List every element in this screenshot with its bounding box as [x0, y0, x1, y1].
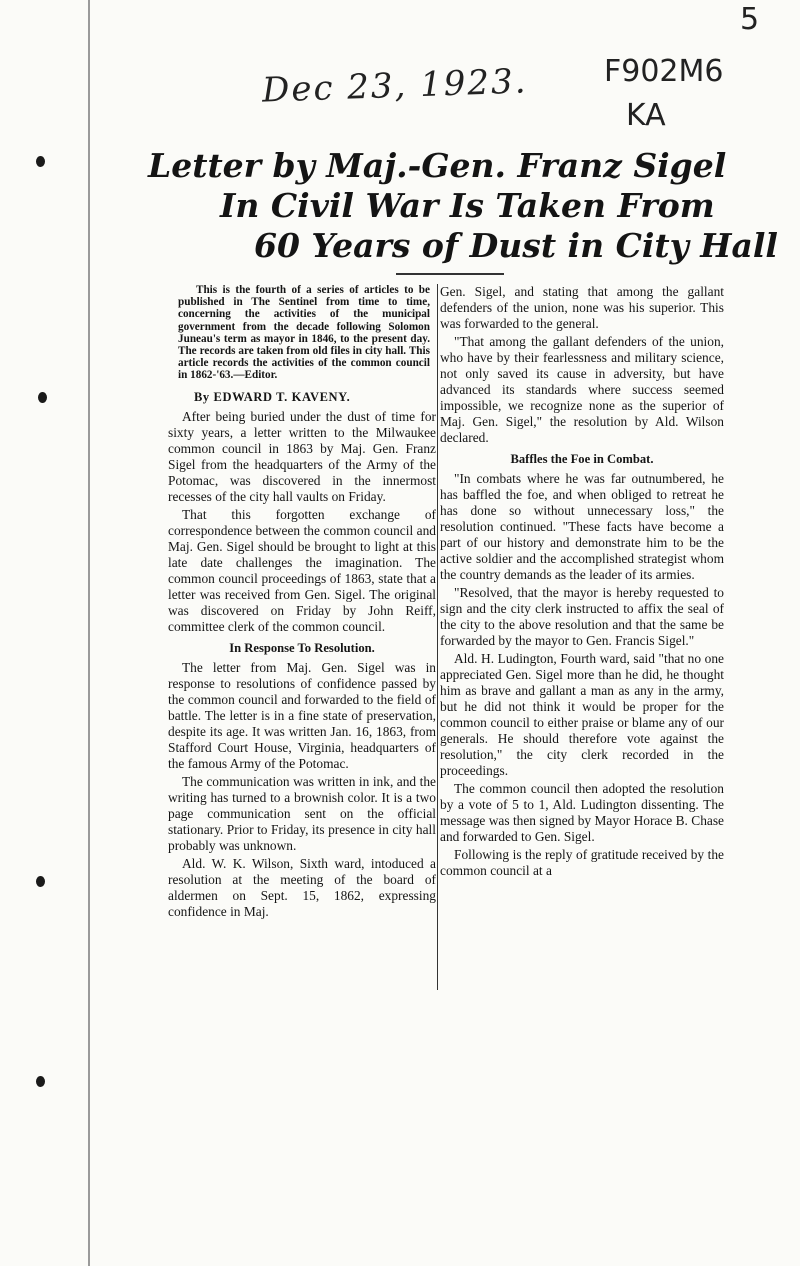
editor-note: This is the fourth of a series of articles to be published in The Sentinel from time to time, concerning the activities of the municipal government from the decade following Solomon Juneau's term as mayor in 1846, to the present day. The records are taken from old files in city hall. This article records the activities of the common council in 1862-'63.—Editor.	[178, 284, 430, 382]
headline-rule	[396, 273, 504, 275]
handwritten-date: Dec 23, 1923.	[261, 61, 529, 111]
punch-hole	[38, 392, 47, 403]
article-paragraph: "In combats where he was far outnumbered, he has baffled the foe, and when obliged to retreat he has done so without unnecessary loss," the resolution continued. "These facts have become a part of our history and demonstrate him to be the active soldier and the accomplished strategist whom the country demands as the leader of its armies.	[440, 471, 724, 582]
handwritten-catalog-number: F902M6	[604, 54, 724, 89]
article-paragraph: "Resolved, that the mayor is hereby requested to sign and the city clerk instructed to affix the seal of the city to the above resolution and that the same be forwarded by the mayor to Gen. Francis Sigel."	[440, 585, 724, 648]
headline-line-3: 60 Years of Dust in City Hall	[254, 226, 778, 265]
headline-line-2: In Civil War Is Taken From	[220, 186, 715, 225]
handwritten-initials: KA	[626, 98, 666, 133]
article-paragraph: Ald. H. Ludington, Fourth ward, said "that no one appreciated Gen. Sigel more than he did, he thought him as brave and gallant a man as any in the army, but he did not think it would be proper for the common council to either praise or blame any of our generals. He should therefore vote against the resolution," the city clerk recorded in the proceedings.	[440, 651, 724, 778]
punch-hole	[36, 1076, 45, 1087]
margin-rule	[88, 0, 90, 1266]
handwritten-page-number: 5	[740, 2, 760, 37]
punch-hole	[36, 876, 45, 887]
article-paragraph: "That among the gallant defenders of the union, who have by their fearlessness and military science, not only saved its cause in adversity, but have advanced its standards where success seemed impossible, we recognize none as the superior of Maj. Gen. Sigel," the resolution by Ald. Wilson declared.	[440, 334, 724, 445]
subhead: Baffles the Foe in Combat.	[510, 452, 654, 466]
article-paragraph: That this forgotten exchange of correspondence between the common council and Maj. Gen. Sigel should be brought to light at this late date challenges the imagination. The common council proceedings of 1863, state that a letter was received from Gen. Sigel. The original was discovered on Friday by John Reiff, committee clerk of the common council.	[168, 506, 436, 634]
article-paragraph: The communication was written in ink, and the writing has turned to a brownish color. It is a two page communication sent on the official stationary. Prior to Friday, its presence in city hall probably was unknown.	[168, 773, 436, 853]
article-right-column	[440, 284, 724, 881]
headline-line-1: Letter by Maj.-Gen. Franz Sigel	[148, 146, 727, 185]
article-paragraph: Following is the reply of gratitude received by the common council at a	[440, 847, 724, 878]
byline: By EDWARD T. KAVENY.	[194, 389, 351, 404]
article-paragraph: Gen. Sigel, and stating that among the gallant defenders of the union, none was his superior. This was forwarded to the general.	[440, 284, 724, 331]
article-paragraph: The common council then adopted the resolution by a vote of 5 to 1, Ald. Ludington dissenting. The message was then signed by Mayor Horace B. Chase and forwarded to Gen. Sigel.	[440, 781, 724, 844]
subhead: In Response To Resolution.	[229, 640, 375, 655]
article-paragraph: Ald. W. K. Wilson, Sixth ward, intoduced a resolution at the meeting of the board of aldermen on Sept. 15, 1862, expressing confidence in Maj.	[168, 855, 436, 919]
article-paragraph: The letter from Maj. Gen. Sigel was in response to resolutions of confidence passed by the common council and forwarded to the field of battle. The letter is in a fine state of preservation, despite its age. It was written Jan. 16, 1863, from Stafford Court House, Virginia, headquarters of the famous Army of the Potomac.	[168, 659, 436, 771]
article-paragraph: After being buried under the dust of time for sixty years, a letter written to the Milwaukee common council in 1863 by Maj. Gen. Franz Sigel from the headquarters of the Army of the Potomac, was discovered in the innermost recesses of the city hall vaults on Friday.	[168, 408, 436, 504]
article-left-column	[168, 284, 436, 922]
punch-hole	[36, 156, 45, 167]
column-rule	[437, 284, 438, 990]
